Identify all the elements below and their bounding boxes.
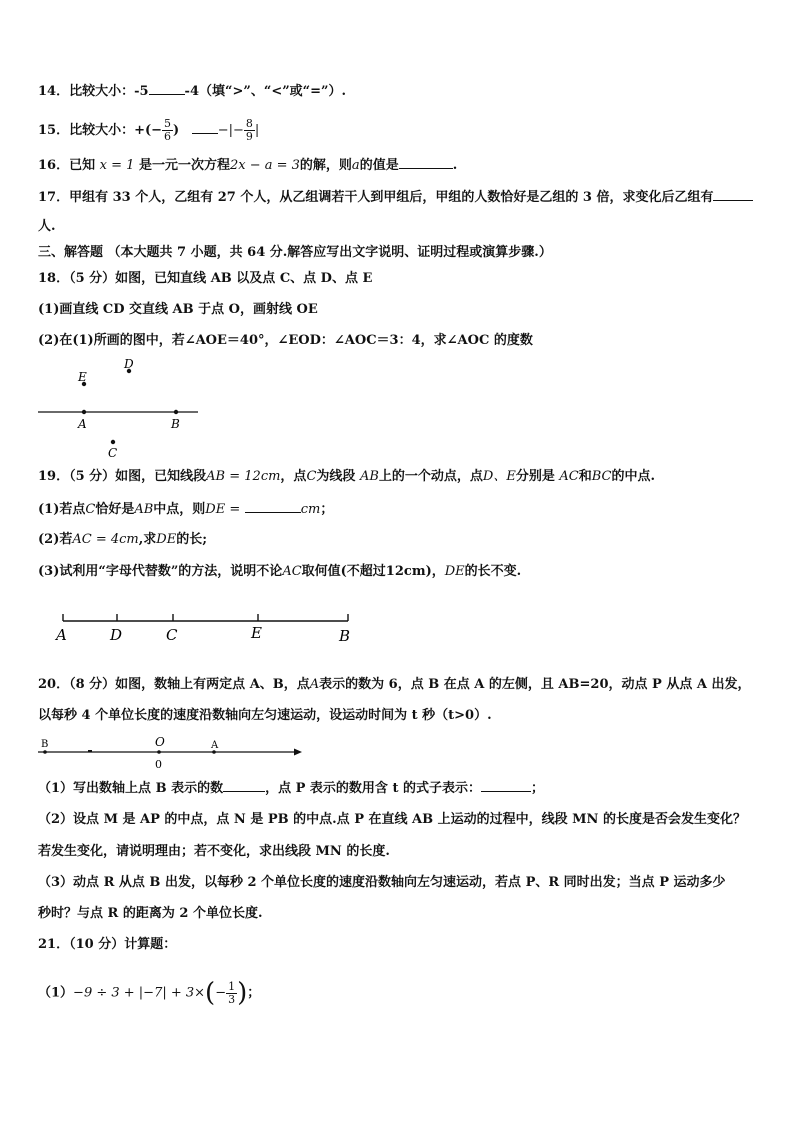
- question-text: -4（填“>”、“<”或“=”）.: [184, 84, 347, 99]
- question-18-part-1: (1)画直线 CD 交直线 AB 于点 O，画射线 OE: [38, 302, 318, 317]
- question-18-part-2: (2)在(1)所画的图中，若∠AOE＝40°，∠EOD：∠AOC＝3：4，求∠AOC 的度数: [38, 333, 533, 348]
- answer-blank[interactable]: [223, 779, 265, 792]
- label-a: A: [56, 626, 67, 644]
- fraction: $\frac{8}{9}$: [245, 117, 253, 143]
- fraction: $\frac{5}{6}$: [164, 117, 172, 143]
- question-17-cont: 人.: [38, 219, 56, 234]
- label-d: D: [124, 357, 134, 371]
- question-17: 17．甲组有 33 个人，乙组有 27 个人，从乙组调若干人到甲组后，甲组的人数恰好是乙组的 3 倍，求变化后乙组有: [38, 188, 753, 207]
- section-heading: 三、解答题 （本大题共 7 小题，共 64 分.解答应写出文字说明、证明过程或演算步骤.）: [38, 245, 552, 260]
- question-16: 16．已知 x = 1 是一元一次方程2x − a = 3的解，则a的值是 .: [38, 158, 458, 173]
- question-20-cont: 以每秒 4 个单位长度的速度沿数轴向左匀速运动，设运动时间为 t 秒（t>0）.: [38, 708, 492, 723]
- label-a: A: [78, 417, 87, 431]
- question-20: 20．（8 分）如图，数轴上有两定点 A、B，点A表示的数为 6，点 B 在点 A 的左侧，且 AB=20，动点 P 从点 A 出发，: [38, 677, 751, 692]
- question-19-part-1: (1)若点C恰好是AB中点，则DE = cm；: [38, 502, 334, 517]
- label-e: E: [251, 624, 262, 642]
- question-20-part-3-cont: 秒时？与点 R 的距离为 2 个单位长度.: [38, 906, 263, 921]
- label-zero: 0: [155, 758, 162, 771]
- label-b: B: [41, 739, 49, 750]
- question-19-part-3: (3)试利用“字母代替数”的方法，说明不论AC取何值(不超过12cm)，DE的长不变.: [38, 564, 522, 579]
- axis-arrow-icon: [294, 749, 302, 756]
- label-a: A: [211, 740, 219, 751]
- question-number: 14．: [38, 84, 70, 99]
- question-text: 比较大小：-5: [69, 84, 149, 99]
- point-o: [157, 750, 161, 754]
- label-e: E: [78, 370, 87, 384]
- question-19-part-2: (2)若AC = 4cm,求DE的长;: [38, 532, 207, 547]
- question-text: 比较大小：+(−: [69, 123, 163, 138]
- question-21-part-1: （1）−9 ÷ 3 + |−7| + 3×(− $\frac{1}{3}$ )；: [38, 978, 261, 1008]
- point-b: [174, 410, 178, 414]
- question-18: 18．（5 分）如图，已知直线 AB 以及点 C、点 D、点 E: [38, 271, 373, 286]
- point-b: [43, 750, 47, 754]
- q19-figure: [54, 614, 350, 645]
- label-b: B: [339, 627, 351, 645]
- equation: x = 1: [99, 158, 135, 173]
- q20-number-line: [38, 735, 302, 771]
- expression: −9 ÷ 3 + |−7| + 3×: [73, 985, 206, 1001]
- label-b: B: [171, 417, 180, 431]
- question-20-part-2: （2）设点 M 是 AP 的中点，点 N 是 PB 的中点.点 P 在直线 AB 上运动的过程中，线段 MN 的长度是否会发生变化？: [38, 812, 746, 827]
- question-15: 15．比较大小：+(− $\frac{5}{6}$ ) −|− $\frac{8}{9}$ |: [38, 117, 260, 143]
- answer-blank[interactable]: [245, 500, 301, 513]
- question-20-part-3: （3）动点 R 从点 B 出发，以每秒 2 个单位长度的速度沿数轴向左匀速运动，若点 P、R 同时出发；当点 P 运动多少: [38, 875, 726, 890]
- equation: 2x − a = 3: [229, 158, 300, 173]
- question-20-part-2-cont: 若发生变化，请说明理由；若不变化，求出线段 MN 的长度.: [38, 844, 390, 859]
- question-21: 21．（10 分）计算题：: [38, 937, 177, 952]
- question-number: 15．: [38, 123, 70, 138]
- label-c: C: [166, 626, 178, 644]
- q18-figure: [38, 357, 198, 460]
- question-20-part-1: （1）写出数轴上点 B 表示的数 ，点 P 表示的数用含 t 的式子表示： ；: [38, 781, 544, 796]
- fraction: $\frac{1}{3}$: [228, 979, 236, 1006]
- label-o: O: [155, 735, 165, 749]
- answer-blank[interactable]: [481, 779, 531, 792]
- question-19: 19．（5 分）如图，已知线段AB = 12cm，点C为线段 AB上的一个动点，点D、E分别是 AC和BC的中点.: [38, 469, 656, 484]
- point-a: [82, 410, 86, 414]
- label-c: C: [108, 446, 118, 460]
- point-c: [111, 440, 115, 444]
- label-d: D: [110, 626, 123, 644]
